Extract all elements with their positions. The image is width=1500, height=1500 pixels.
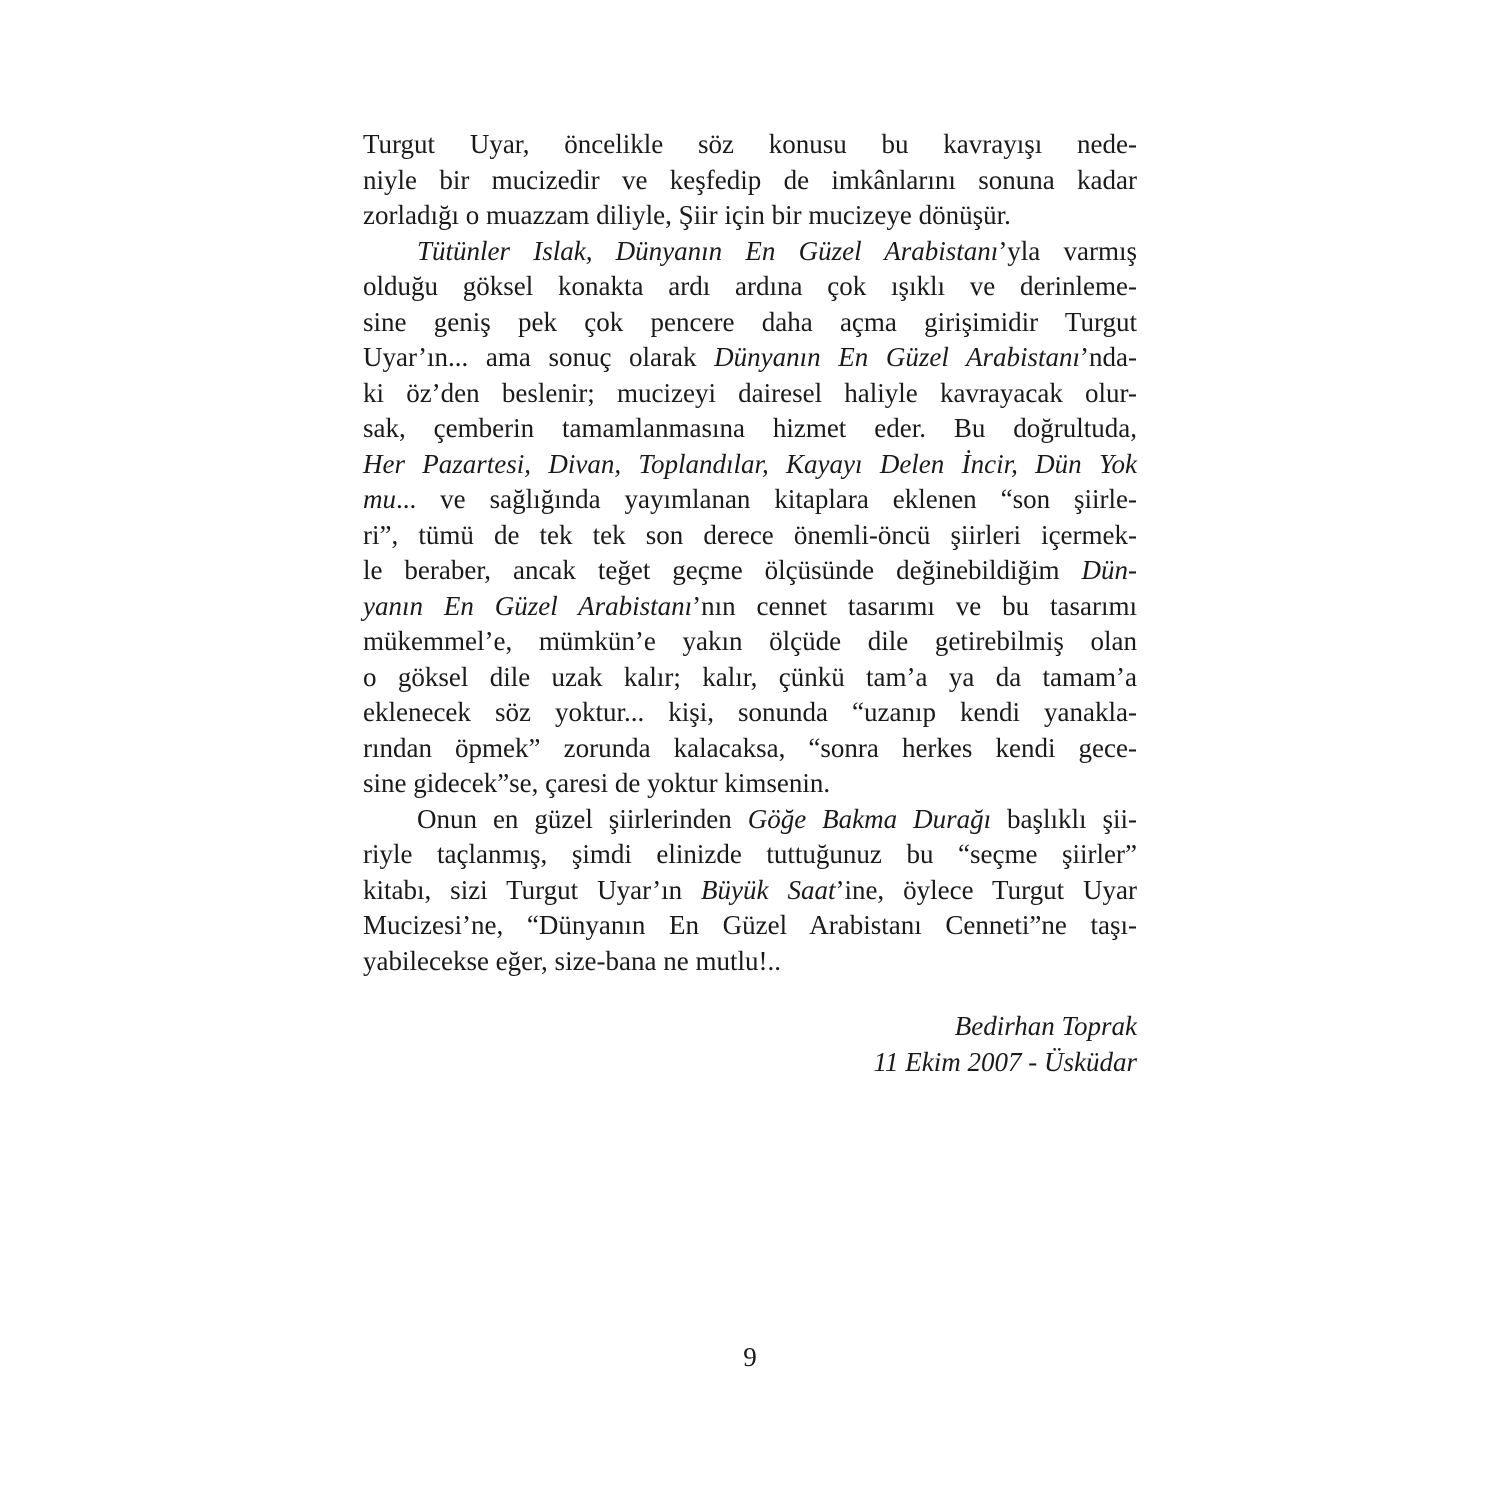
text-run: sine geniş pek çok pencere daha açma girişimidir Turgut	[363, 306, 1137, 337]
text-line	[363, 482, 1137, 518]
text-line	[363, 766, 1137, 802]
text-run: sak, çemberin tamamlanmasına hizmet eder. Bu doğrultuda,	[363, 413, 1137, 443]
text-line	[363, 731, 1137, 767]
text-line	[363, 518, 1137, 554]
text-line	[363, 163, 1137, 199]
text-run: başlıklı şii-	[991, 803, 1138, 834]
body-text	[363, 127, 1137, 979]
text-line	[363, 305, 1137, 341]
text-run: riyle taçlanmış, şimdi elinizde tuttuğunuz bu “seçme şiirler”	[363, 839, 1137, 869]
text-run: zorladığı o muazzam diliyle, Şiir için bir mucizeye dönüşür.	[363, 200, 1011, 230]
text-run: rından öpmek” zorunda kalacaksa, “sonra herkes kendi gece-	[363, 732, 1137, 763]
page-number: 9	[743, 1342, 757, 1372]
text-line	[363, 873, 1137, 909]
text-line	[363, 624, 1137, 660]
text-line	[363, 660, 1137, 696]
text-run: ri”, tümü de tek tek son derece önemli-öncü şiirleri içermek-	[363, 519, 1137, 550]
text-run: Mucizesi’ne, “Dünyanın En Güzel Arabistanı Cenneti”ne taşı-	[363, 910, 1137, 940]
text-run: ’yla varmış	[998, 235, 1137, 266]
text-run: ’ine, öylece Turgut Uyar	[835, 874, 1137, 905]
italic-title: Tütünler Islak, Dünyanın En Güzel Arabistanı	[417, 235, 999, 266]
text-run: Onun en güzel şiirlerinden	[417, 803, 748, 834]
author-name: Bedirhan Toprak	[954, 1011, 1137, 1041]
text-line	[363, 376, 1137, 412]
text-line	[363, 589, 1137, 625]
text-line	[363, 269, 1137, 305]
text-line	[363, 411, 1137, 447]
text-run: o göksel dile uzak kalır; kalır, çünkü tam’a ya da tamam’a	[363, 661, 1137, 692]
text-line	[363, 944, 1137, 980]
text-line	[363, 837, 1137, 873]
text-line	[363, 553, 1137, 589]
paragraph	[363, 802, 1137, 980]
text-run: ki öz’den beslenir; mucizeyi dairesel haliyle kavrayacak olur-	[363, 377, 1137, 408]
text-run: sine gidecek”se, çaresi de yoktur kimsenin.	[363, 768, 831, 798]
text-run: eklenecek söz yoktur... kişi, sonunda “uzanıp kendi yanakla-	[363, 697, 1137, 727]
date-place: 11 Ekim 2007 - Üsküdar	[873, 1046, 1137, 1077]
text-line	[363, 127, 1137, 163]
text-line	[363, 802, 1137, 838]
text-run: Turgut Uyar, öncelikle söz konusu bu kavrayışı nede-	[363, 129, 1137, 159]
text-line	[363, 340, 1137, 376]
text-run: olduğu göksel konakta ardı ardına çok ışıklı ve derinleme-	[363, 271, 1137, 301]
paragraph	[363, 127, 1137, 234]
italic-title: Dün-	[1081, 555, 1137, 585]
italic-title: Göğe Bakma Durağı	[747, 803, 992, 834]
italic-title: Dünyanın En Güzel Arabistanı	[714, 342, 1081, 372]
text-run: ’nın cennet tasarımı ve bu tasarımı	[692, 590, 1137, 621]
text-line	[363, 695, 1137, 731]
italic-title: Her Pazartesi, Divan, Toplandılar, Kayayı Delen İncir, Dün Yok	[363, 448, 1137, 479]
paragraph	[363, 234, 1137, 802]
text-line	[363, 908, 1137, 944]
text-run: le beraber, ancak teğet geçme ölçüsünde değinebildiğim	[363, 555, 1082, 585]
text-line	[363, 234, 1137, 270]
text-line	[363, 198, 1137, 234]
text-run: mükemmel’e, mümkün’e yakın ölçüde dile getirebilmiş olan	[363, 626, 1137, 656]
text-run: niyle bir mucizedir ve keşfedip de imkânlarını sonuna kadar	[363, 164, 1137, 195]
text-run: ’nda-	[1080, 342, 1137, 372]
text-run: kitabı, sizi Turgut Uyar’ın	[363, 874, 702, 905]
italic-title: Büyük Saat	[701, 874, 836, 905]
text-line	[363, 447, 1137, 483]
text-run: ... ve sağlığında yayımlanan kitaplara eklenen “son şiirle-	[396, 484, 1137, 514]
italic-title: yanın En Güzel Arabistanı	[363, 590, 693, 621]
signature-block	[874, 1009, 1137, 1080]
text-run: yabilecekse eğer, size-bana ne mutlu!..	[363, 945, 781, 976]
text-run: Uyar’ın... ama sonuç olarak	[363, 342, 715, 372]
italic-title: mu	[363, 484, 396, 514]
